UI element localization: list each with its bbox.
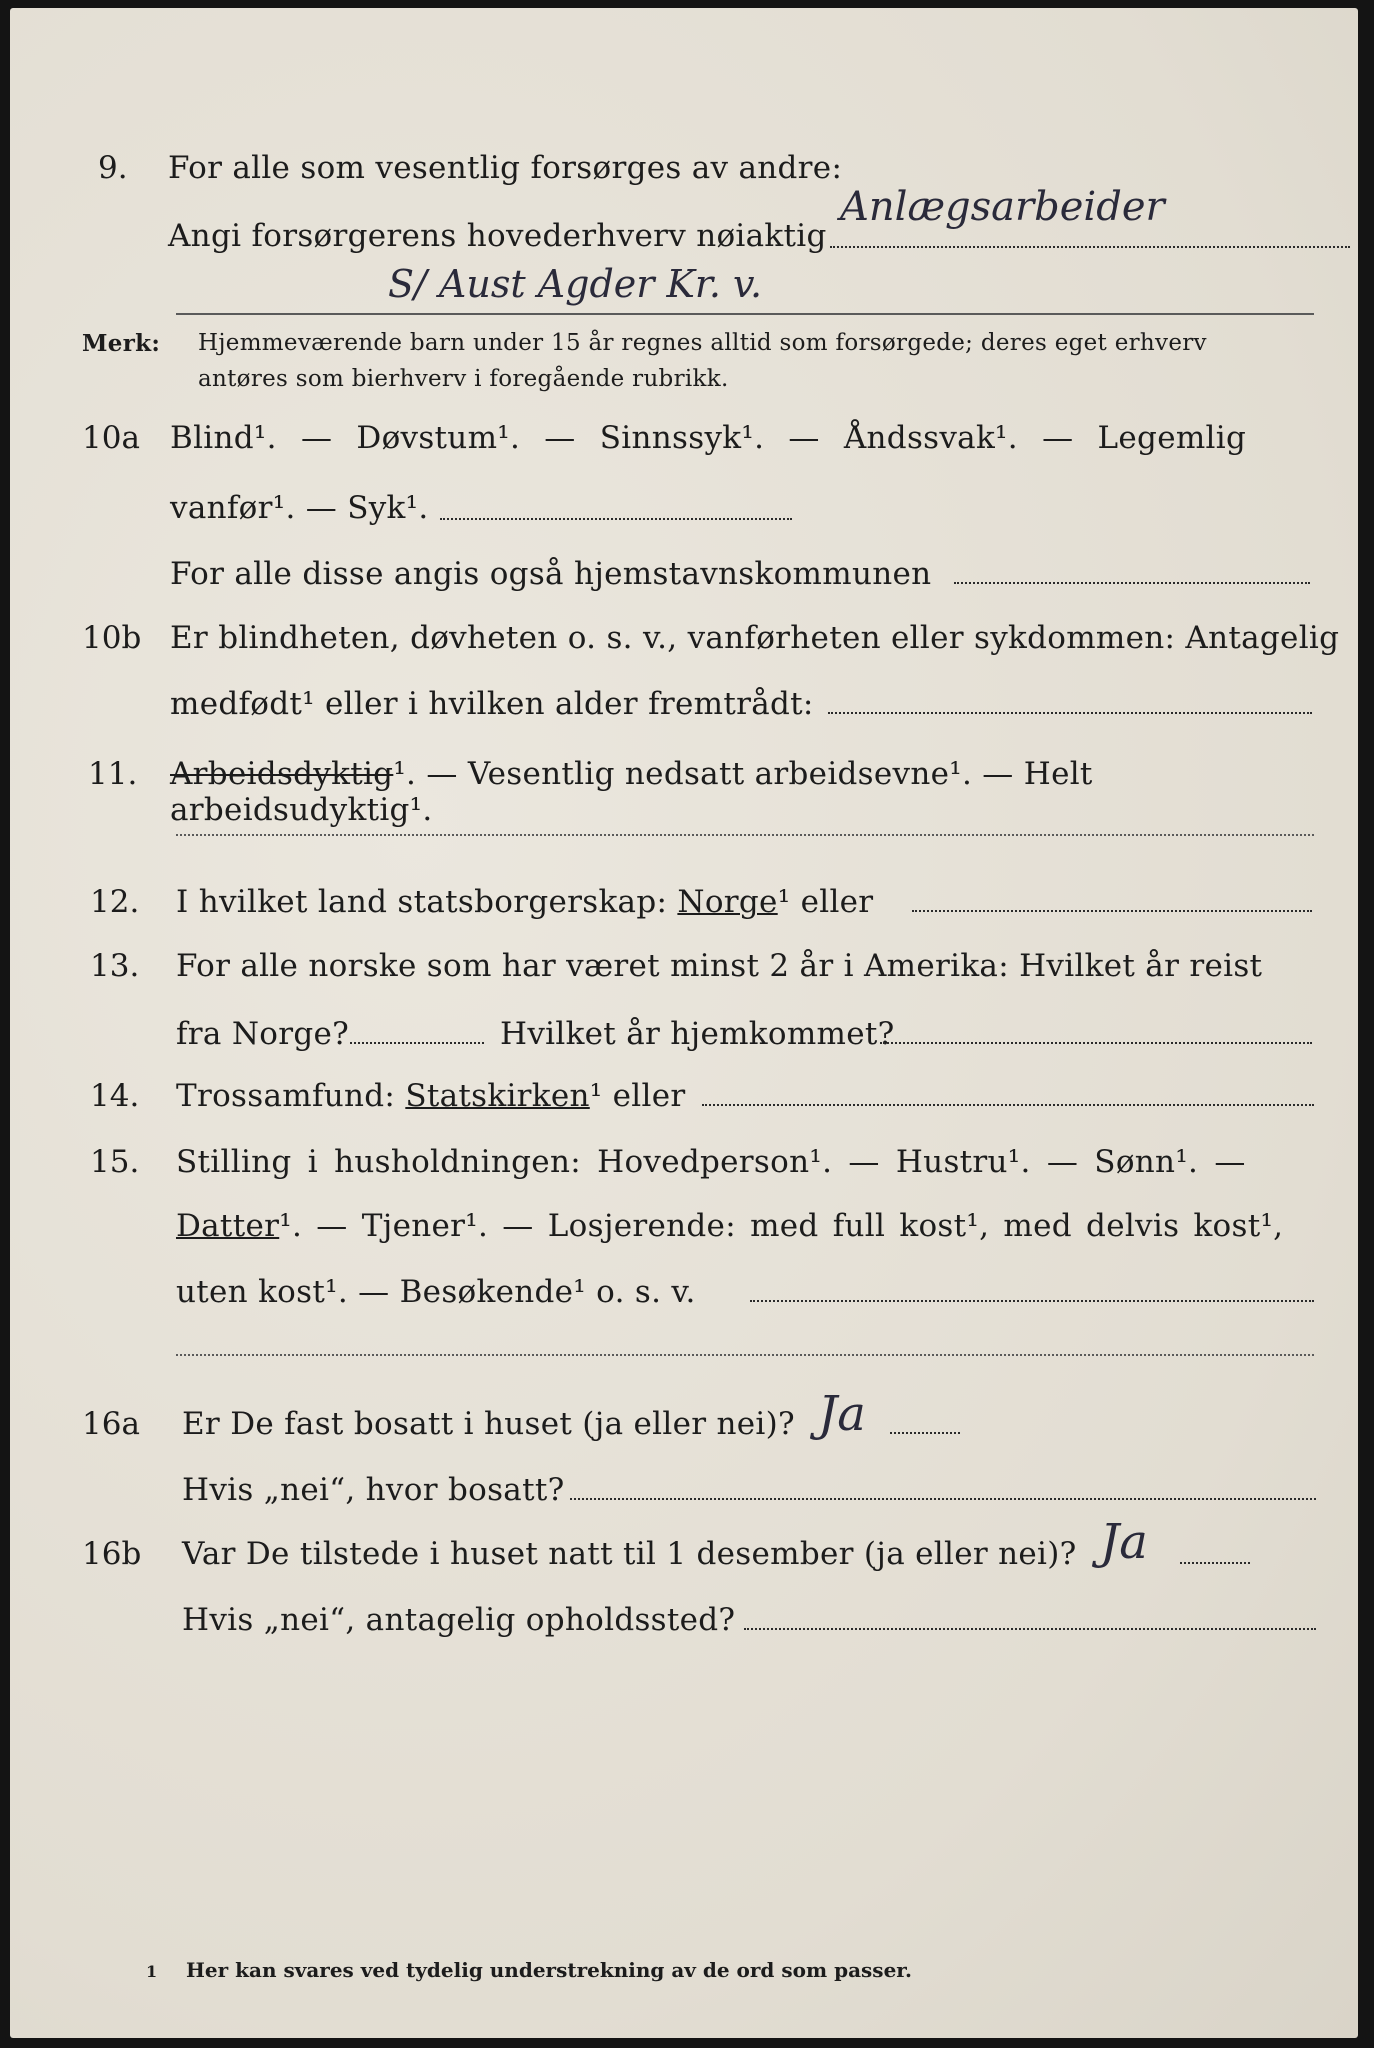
q15-line2-rest: ¹. — Tjener¹. — Losjerende: med full kost¹, med delvis kost¹, [279, 1208, 1284, 1244]
merk-line1: Hjemmeværende barn under 15 år regnes alltid som forsørgede; deres eget erhverv [198, 330, 1207, 356]
q16a-number: 16a [82, 1406, 140, 1442]
q15-answer-line-2[interactable] [176, 1354, 1314, 1356]
footnote-mark: 1 [146, 1962, 158, 1981]
q15-answer-line[interactable] [750, 1300, 1314, 1302]
q13-answer-hjemkommet[interactable] [880, 1042, 1312, 1044]
q14-label: Trossamfund: [176, 1078, 396, 1114]
q14-number: 14. [90, 1078, 140, 1114]
q13-line2b: Hvilket år hjemkommet? [500, 1016, 895, 1052]
q10b-line2: medfødt¹ eller i hvilken alder fremtrådt: [170, 686, 814, 722]
q15-option-datter[interactable]: Datter [176, 1208, 280, 1244]
q11-number: 11. [88, 756, 138, 792]
q9-answer-line-2[interactable] [176, 313, 1314, 315]
q9-line1: For alle som vesentlig forsørges av andre: [168, 150, 843, 186]
q11-answer-line[interactable] [176, 834, 1314, 836]
q11-option-arbeidsdyktig[interactable]: Arbeidsdyktig [170, 756, 394, 792]
q10a-answer-line-1[interactable] [440, 518, 792, 520]
q9-number: 9. [98, 150, 128, 186]
q11-line [170, 756, 1358, 828]
q15-line3: uten kost¹. — Besøkende¹ o. s. v. [176, 1274, 696, 1310]
q16b-handwritten-answer: Ja [1100, 1514, 1148, 1570]
q9-answer-line[interactable] [830, 246, 1350, 248]
q15-number: 15. [90, 1144, 140, 1180]
q9-line2: Angi forsørgerens hovederhverv nøiaktig [168, 218, 827, 254]
q11-rest: ¹. — Vesentlig nedsatt arbeidsevne¹. — Helt arbeidsudyktig¹. [170, 756, 1093, 828]
q16b-answer-line-2[interactable] [744, 1628, 1316, 1630]
q16a-line1: Er De fast bosatt i huset (ja eller nei)? [182, 1406, 795, 1442]
q10a-line3: For alle disse angis også hjemstavnskommunen [170, 556, 932, 592]
q12-label: I hvilket land statsborgerskap: [176, 884, 668, 920]
q10b-line1: Er blindheten, døvheten o. s. v., vanførheten eller sykdommen: Antagelig [170, 620, 1340, 656]
q14-post: ¹ eller [589, 1078, 686, 1114]
q13-line2a: fra Norge? [176, 1016, 350, 1052]
q10a-line1: Blind¹. — Døvstum¹. — Sinnssyk¹. — Åndssvak¹. — Legemlig [170, 420, 1247, 456]
q14-line [176, 1078, 686, 1114]
q16b-line2: Hvis „nei“, antagelig opholdssted? [182, 1602, 736, 1638]
q12-post: ¹ eller [777, 884, 874, 920]
q13-number: 13. [90, 948, 140, 984]
q16b-answer-line-1[interactable] [1180, 1562, 1250, 1564]
q14-option-statskirken[interactable]: Statskirken [405, 1078, 590, 1114]
q12-answer-line[interactable] [912, 910, 1312, 912]
q13-answer-reist[interactable] [350, 1042, 484, 1044]
q16a-handwritten-answer: Ja [818, 1386, 866, 1442]
merk-label: Merk: [82, 330, 161, 357]
q10b-answer-line[interactable] [828, 712, 1312, 714]
q15-line1: Stilling i husholdningen: Hovedperson¹. — Hustru¹. — Sønn¹. — [176, 1144, 1246, 1180]
merk-line2: antøres som bierhverv i foregående rubrikk. [198, 366, 729, 392]
q9-handwritten-occupation: Anlægsarbeider [840, 184, 1165, 230]
q10b-number: 10b [82, 620, 142, 656]
footnote-text: Her kan svares ved tydelig understrekning av de ord som passer. [186, 1958, 912, 1982]
q10a-line2: vanfør¹. — Syk¹. [170, 490, 429, 526]
q16a-answer-line-2[interactable] [570, 1498, 1316, 1500]
q16b-number: 16b [82, 1536, 142, 1572]
q10a-answer-line-2[interactable] [954, 582, 1310, 584]
q12-line [176, 884, 873, 920]
q12-number: 12. [90, 884, 140, 920]
q16a-line2: Hvis „nei“, hvor bosatt? [182, 1472, 565, 1508]
q12-option-norge[interactable]: Norge [677, 884, 778, 920]
q10a-number: 10a [82, 420, 140, 456]
q9-handwritten-employer: S/ Aust Agder Kr. v. [388, 262, 763, 306]
q14-answer-line[interactable] [702, 1104, 1314, 1106]
census-form-page [10, 8, 1358, 2038]
q16a-answer-line-1[interactable] [890, 1432, 960, 1434]
q16b-line1: Var De tilstede i huset natt til 1 desember (ja eller nei)? [182, 1536, 1077, 1572]
q15-line2 [176, 1208, 1283, 1244]
q13-line1: For alle norske som har været minst 2 år i Amerika: Hvilket år reist [176, 948, 1263, 984]
